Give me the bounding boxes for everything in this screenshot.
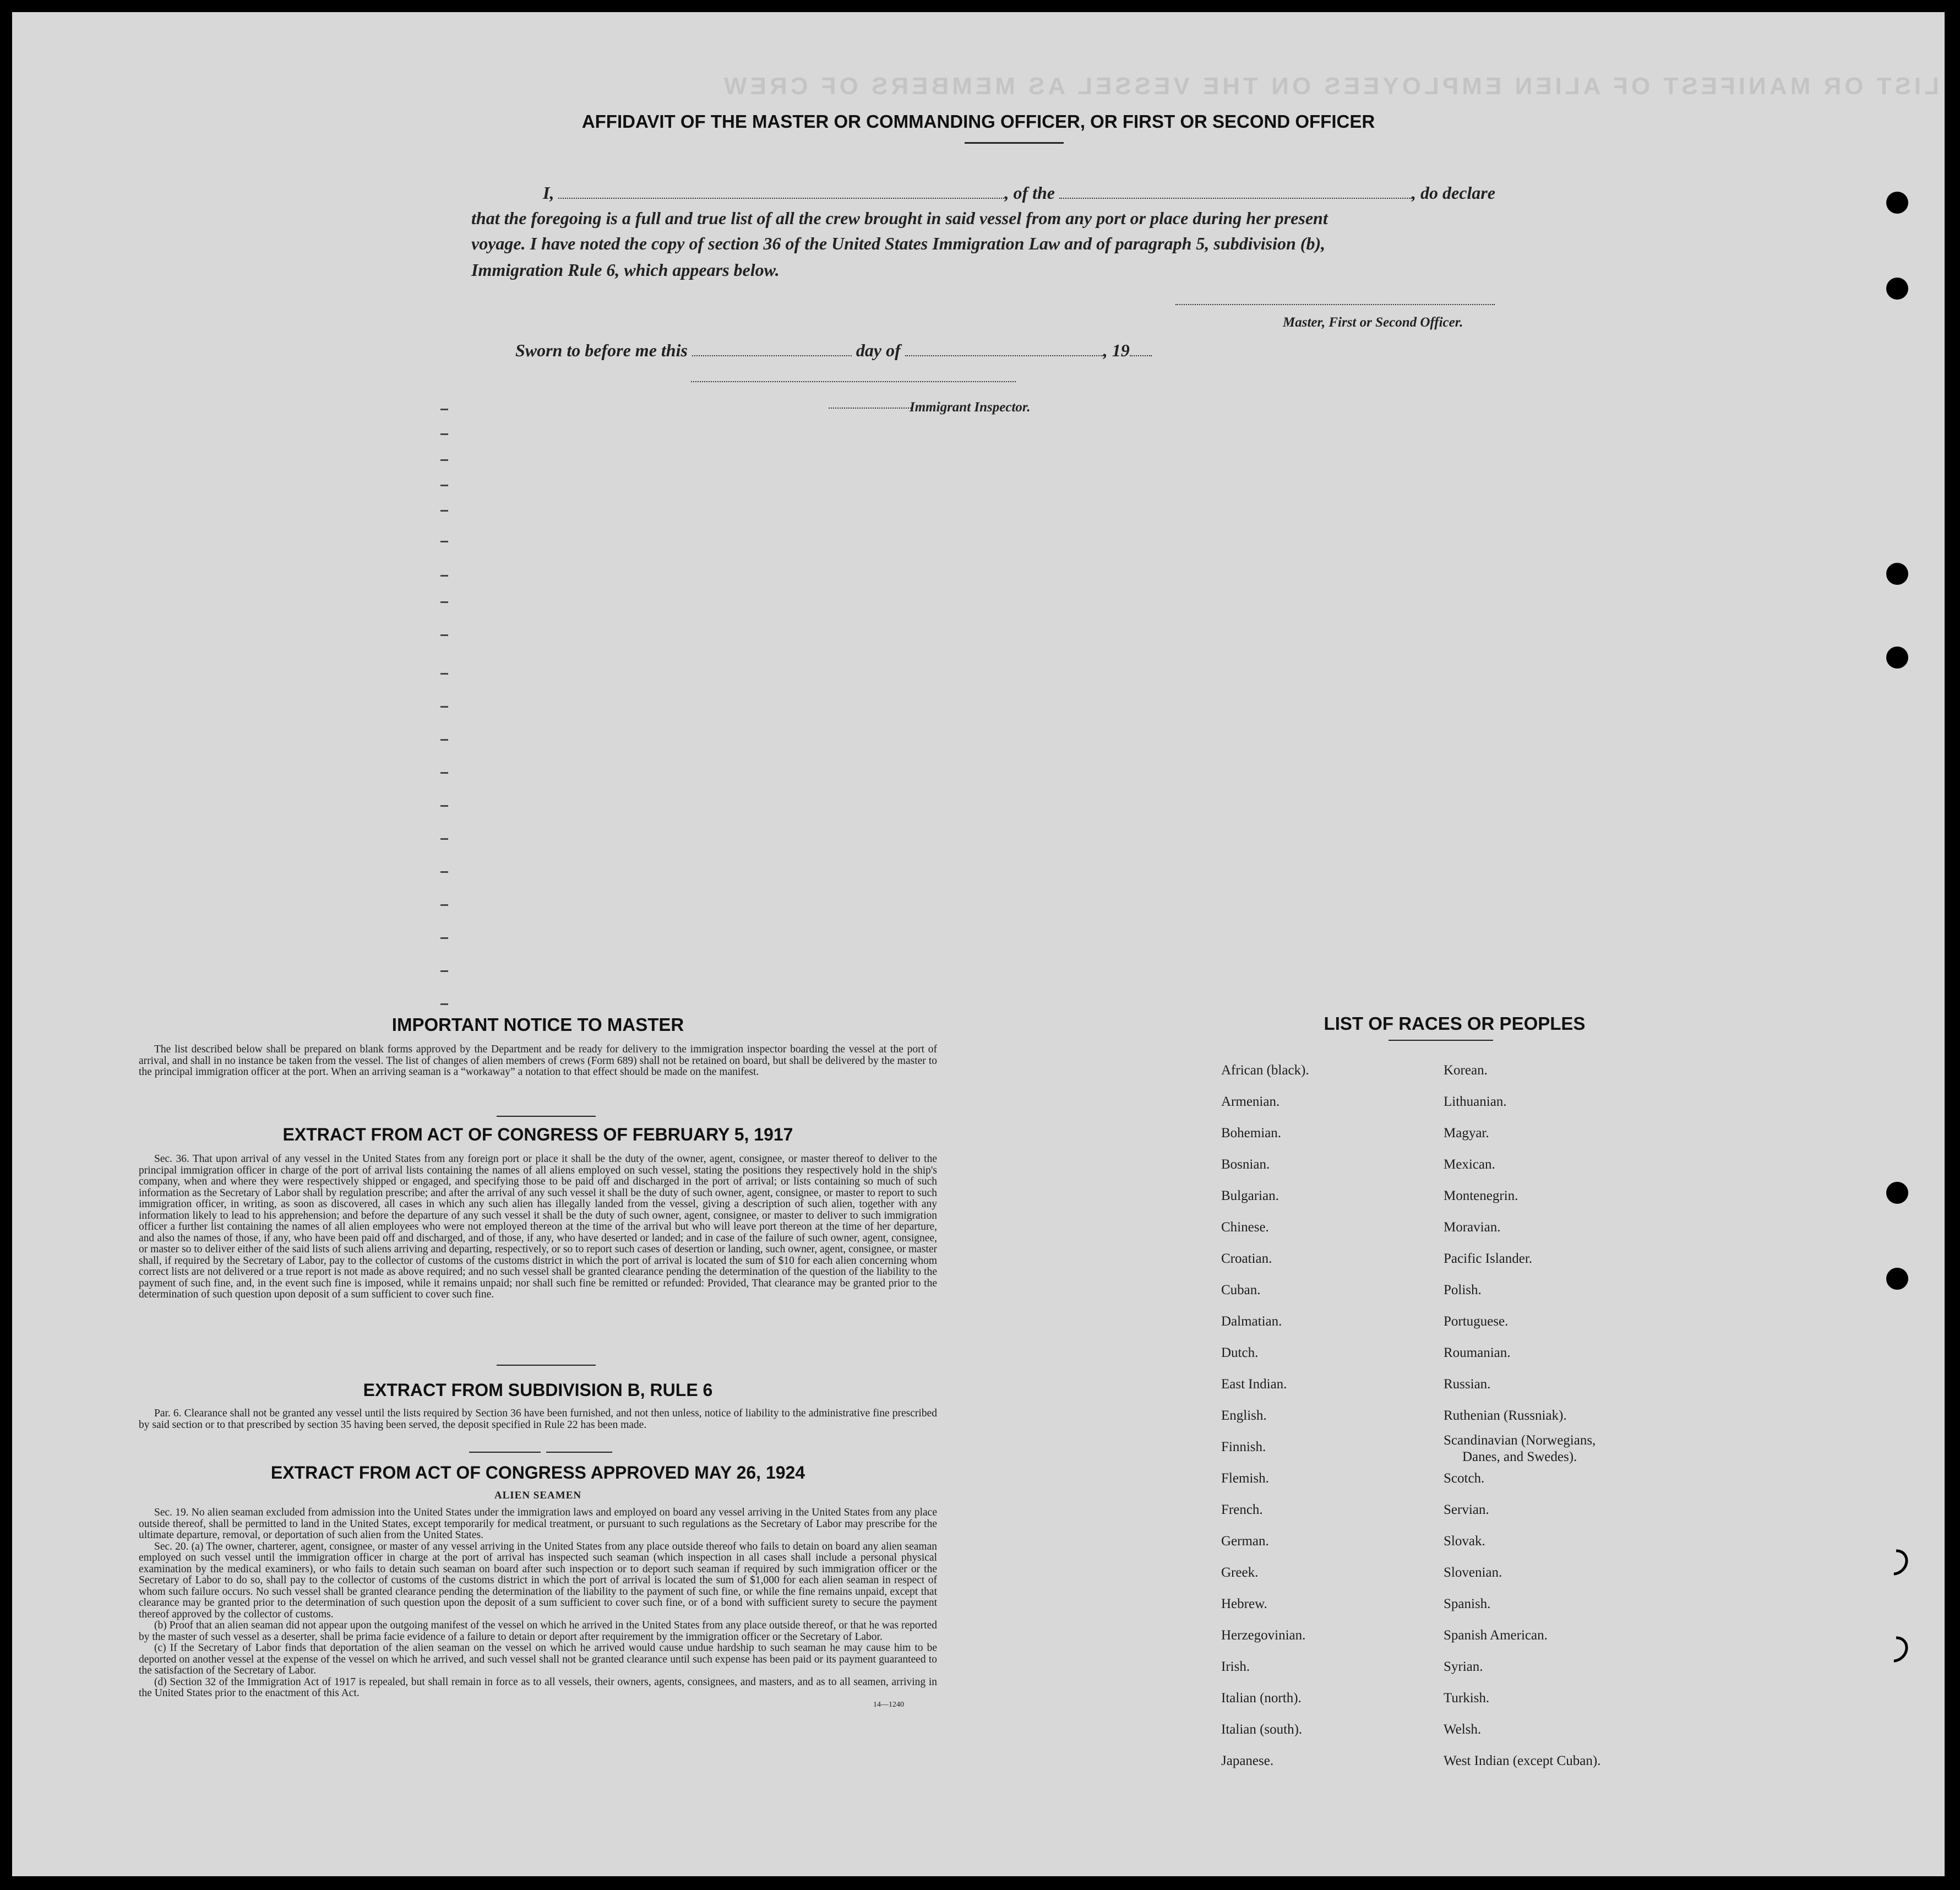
torn-hole-icon (1877, 1544, 1913, 1581)
form-number: 14—1240 (873, 1700, 904, 1709)
name-blank[interactable] (558, 183, 1004, 199)
declaration-line-2: that the foregoing is a full and true list of all the crew brought in said vessel from any port or place during her present (471, 208, 1328, 228)
race-item: Herzegovinian. (1221, 1628, 1306, 1643)
inspector-label: Immigrant Inspector. (910, 400, 1031, 415)
declaration-line-4: Immigration Rule 6, which appears below. (471, 260, 780, 280)
race-item: Italian (north). (1221, 1691, 1302, 1706)
sworn-line (515, 340, 1152, 361)
row-dash (440, 634, 448, 636)
race-item: Mexican. (1444, 1157, 1495, 1172)
row-dash (440, 433, 448, 435)
race-item: Croatian. (1221, 1251, 1272, 1266)
extract-1917-paragraph: Sec. 36. That upon arrival of any vessel in the United States from any foreign port or place it shall be the duty of the owner, agent, consignee, or master thereof to deliver to the principal immigration officer in charge of the port of arrival lists containing the names of all aliens employed on such vessel, stating the positions they respectively hold in the ship's company, when and where they were respectively shipped or engaged, and specifying those to be paid off and discharged in the port of arrival; or lists containing so much of such information as the Secretary of Labor shall by regulation prescribe; and after the arrival of any such vessel it shall be the duty of such owner, agent, consignee, or master to report to such immigration officer, in writing, as soon as discovered, all cases in which any such alien has illegally landed from the vessel, giving a description of such alien, together with any information likely to lead to his apprehension; and before the departure of any such vessel it shall be the duty of such owner, agent, consignee, or master to deliver to such immigration officer a further list containing the names of all alien employees who were not employed thereon at the time of the arrival but who will leave port thereon at the time of her departure, and also the names of those, if any, who have been paid off and discharged, and of those, if any, who have deserted or landed; and in case of the failure of such owner, agent, consignee, or master so to deliver either of the said lists of such aliens arriving and departing, respectively, or so to report such cases of desertion or landing, such owner, agent, consignee, or master shall, if required by the Secretary of Labor, pay to the collector of customs of the customs district in which the port of arrival is located the sum of $10 for each alien concerning whom correct lists are not delivered or a true report is not made as above required; and no such vessel shall be granted clearance pending the determination of the question of the liability to the payment of such fine, and, in the event such fine is imposed, while it remains unpaid; nor shall such fine be remitted or refunded: Provided, That clearance may be granted prior to the determination of such question upon deposit of a sum sufficient to cover such fine. (139, 1153, 937, 1300)
race-item: Slovenian. (1444, 1565, 1502, 1580)
day-of-text: day of (856, 340, 901, 360)
binder-hole-icon (1886, 192, 1908, 214)
signature-blank[interactable] (1175, 304, 1495, 305)
notice-section (139, 1014, 937, 1078)
race-item: Flemish. (1221, 1471, 1269, 1486)
notice-title: IMPORTANT NOTICE TO MASTER (391, 1014, 684, 1035)
race-item: Magyar. (1444, 1126, 1489, 1140)
race-item: Irish. (1221, 1659, 1250, 1674)
year-blank[interactable] (1130, 341, 1152, 356)
race-item: Dalmatian. (1221, 1314, 1282, 1329)
race-item: Bosnian. (1221, 1157, 1270, 1172)
extract-1917-section (139, 1125, 937, 1301)
race-item: Roumanian. (1444, 1345, 1511, 1360)
torn-hole-icon (1877, 1631, 1913, 1668)
race-item: Slovak. (1444, 1534, 1485, 1549)
row-dash (440, 706, 448, 708)
race-item: Korean. (1444, 1063, 1488, 1078)
declaration-line-3: voyage. I have noted the copy of section 36 of the United States Immigration Law and of paragraph 5, subdivision (b), (471, 233, 1326, 253)
title-underline (965, 142, 1064, 144)
row-dash (440, 601, 448, 603)
year-text: , 19 (1103, 340, 1130, 360)
race-item: Dutch. (1221, 1345, 1259, 1360)
race-item: Portuguese. (1444, 1314, 1509, 1329)
race-item: Bulgarian. (1221, 1188, 1279, 1203)
race-item: West Indian (except Cuban). (1444, 1753, 1601, 1768)
race-item: Scotch. (1444, 1471, 1485, 1486)
affidavit-title: AFFIDAVIT OF THE MASTER OR COMMANDING OFFICER, OR FIRST OR SECOND OFFICER (581, 111, 1375, 132)
race-item: Spanish. (1444, 1596, 1491, 1611)
extract-rule6-body (139, 1408, 937, 1431)
row-dash (440, 510, 448, 512)
extract-1924-section (139, 1463, 937, 1709)
race-item: English. (1221, 1408, 1267, 1423)
inspector-signature-blank[interactable] (691, 381, 1016, 382)
extract-1924-body (139, 1507, 937, 1699)
do-declare-text: , do declare (1412, 183, 1495, 203)
row-dash (440, 937, 448, 939)
race-item: Chinese. (1221, 1220, 1269, 1235)
inspector-dots (829, 408, 911, 409)
row-dash (440, 904, 448, 906)
race-item: Cuban. (1221, 1283, 1261, 1297)
row-dash (440, 485, 448, 486)
of-the-text: , of the (1004, 183, 1055, 203)
race-item: Polish. (1444, 1283, 1482, 1297)
race-item: Greek. (1221, 1565, 1259, 1580)
sec-20b-paragraph: (b) Proof that an alien seaman did not appear upon the outgoing manifest of the vessel on which he arrived in the United States from any place outside thereof, or that he was reported by the master of such vessel as a deserter, shall be prima facie evidence of a failure to detain or deport after requirement by the immigration officer or the Secretary of Labor. (139, 1620, 937, 1643)
race-item: German. (1221, 1534, 1269, 1549)
race-item: Hebrew. (1221, 1596, 1267, 1611)
row-dash (440, 805, 448, 807)
race-item: Italian (south). (1221, 1722, 1303, 1737)
row-dash (440, 772, 448, 774)
divider (497, 1365, 596, 1366)
sec-19-paragraph: Sec. 19. No alien seaman excluded from admission into the United States under the immigration laws and employed on board any vessel arriving in the United States from any place outside thereof, shall be permitted to land in the United States, except temporarily for medical treatment, or pursuant to such regulations as the Secretary of Labor may prescribe for the ultimate departure, removal, or deportation of such alien from the United States. (139, 1507, 937, 1541)
race-item: Ruthenian (Russniak). (1444, 1408, 1567, 1423)
race-item: Welsh. (1444, 1722, 1482, 1737)
race-item: Russian. (1444, 1377, 1491, 1392)
sec-20d-paragraph: (d) Section 32 of the Immigration Act of 1917 is repealed, but shall remain in force as to all vessels, their owners, agents, consignees, and masters, and as to all seamen, arriving in the United States prior to the enactment of this Act. (139, 1676, 937, 1699)
binder-hole-icon (1886, 1268, 1908, 1290)
row-dash (440, 1003, 448, 1005)
race-item: Servian. (1444, 1502, 1489, 1517)
sec-20a-paragraph: Sec. 20. (a) The owner, charterer, agent, consignee, or master of any vessel arriving in the United States from any place outside thereof who fails to detain on board any alien seaman employed on such vessel until the immigration officer in charge at the port of arrival has inspected such seaman (which inspection in all cases shall include a personal physical examination by the medical examiners), or who fails to detain such seaman on board after such inspection or to deport such seaman if required by such immigration officer or the Secretary of Labor to do so, shall pay to the collector of customs of the customs district in which the port of arrival is located the sum of $1,000 for each alien seaman in respect of whom such failure occurs. No such vessel shall be granted clearance pending the determination of the liability to the payment of such fine, or while the fine remains unpaid, except that clearance may be granted prior to the determination of such question upon the deposit of a sum sufficient to cover such fine, or of a bond with sufficient surety to secure the payment thereof approved by the collector of customs. (139, 1540, 937, 1620)
races-title-underline (1389, 1040, 1493, 1041)
extract-1917-body (139, 1154, 937, 1301)
binder-hole-icon (1886, 278, 1908, 300)
race-item: French. (1221, 1502, 1263, 1517)
row-dash (440, 970, 448, 972)
race-item: Montenegrin. (1444, 1188, 1518, 1203)
race-item: Lithuanian. (1444, 1094, 1507, 1109)
row-dash (440, 739, 448, 741)
race-item: Bohemian. (1221, 1126, 1282, 1140)
sec-20c-paragraph: (c) If the Secretary of Labor finds that deportation of the alien seaman on the vessel on which he arrived would cause undue hardship to such seaman he may cause him to be deported on another vessel at the expense of the vessel on which he arrived, and such vessel shall not be granted clearance until such expense has been paid or its payment guaranteed to the satisfaction of the Secretary of Labor. (139, 1642, 937, 1676)
binder-hole-icon (1886, 647, 1908, 669)
race-item: Japanese. (1221, 1753, 1274, 1768)
day-blank[interactable] (692, 341, 852, 356)
signature-label: Master, First or Second Officer. (1283, 315, 1463, 330)
row-dash (440, 673, 448, 675)
row-dash (440, 459, 448, 461)
row-dash (440, 409, 448, 410)
extract-rule6-paragraph: Par. 6. Clearance shall not be granted any vessel until the lists required by Section 36 have been furnished, and not then unless, notice of liability to the administrative fine prescribed by said section or to that prescribed by section 35 having been served, the deposit specified in Rule 22 has been made. (139, 1408, 937, 1431)
row-dash (440, 871, 448, 873)
race-item: Turkish. (1444, 1691, 1490, 1706)
divider (546, 1452, 612, 1453)
form-page (12, 12, 1945, 1876)
race-item: African (black). (1221, 1063, 1309, 1078)
vessel-blank[interactable] (1059, 183, 1412, 199)
divider (469, 1452, 541, 1453)
month-blank[interactable] (905, 341, 1103, 356)
race-item: East Indian. (1221, 1377, 1287, 1392)
bleed-through-text: LIST OR MANIFEST OF ALIEN EMPLOYEES ON THE VESSEL AS MEMBERS OF CREW (721, 73, 1939, 100)
race-item: Spanish American. (1444, 1628, 1548, 1643)
race-item: Scandinavian (Norwegians, (1444, 1433, 1596, 1448)
race-item: Armenian. (1221, 1094, 1280, 1109)
row-dash (440, 575, 448, 577)
race-item: Pacific Islander. (1444, 1251, 1533, 1266)
races-title: LIST OF RACES OR PEOPLES (1324, 1013, 1586, 1034)
notice-paragraph: The list described below shall be prepared on blank forms approved by the Department and be ready for delivery to the immigration inspector boarding the vessel at the port of arrival, and shall in no instance be taken from the vessel. The list of changes of alien members of crews (Form 689) shall not be retained on board, but shall be delivered by the master to the principal immigration officer at the port. When an arriving seaman is a “workaway” a notation to that effect should be made on the manifest. (139, 1044, 937, 1078)
notice-body (139, 1044, 937, 1078)
race-item: Moravian. (1444, 1220, 1501, 1235)
race-item-continued: Danes, and Swedes). (1462, 1449, 1577, 1464)
declaration-line-1 (543, 183, 1534, 203)
extract-1917-title: EXTRACT FROM ACT OF CONGRESS OF FEBRUARY 5, 1917 (282, 1125, 793, 1144)
race-item: Finnish. (1221, 1440, 1266, 1454)
race-item: Syrian. (1444, 1659, 1483, 1674)
row-dash (440, 541, 448, 542)
extract-1924-subtitle: ALIEN SEAMEN (494, 1490, 582, 1501)
extract-rule6-section (139, 1380, 937, 1431)
binder-hole-icon (1886, 563, 1908, 585)
sworn-text: Sworn to before me this (515, 340, 688, 360)
extract-rule6-title: EXTRACT FROM SUBDIVISION B, RULE 6 (363, 1380, 713, 1400)
extract-1924-title: EXTRACT FROM ACT OF CONGRESS APPROVED MAY 26, 1924 (270, 1463, 805, 1482)
divider (497, 1116, 596, 1117)
row-dash (440, 838, 448, 840)
declaration-i: I, (543, 183, 554, 203)
binder-hole-icon (1886, 1182, 1908, 1204)
